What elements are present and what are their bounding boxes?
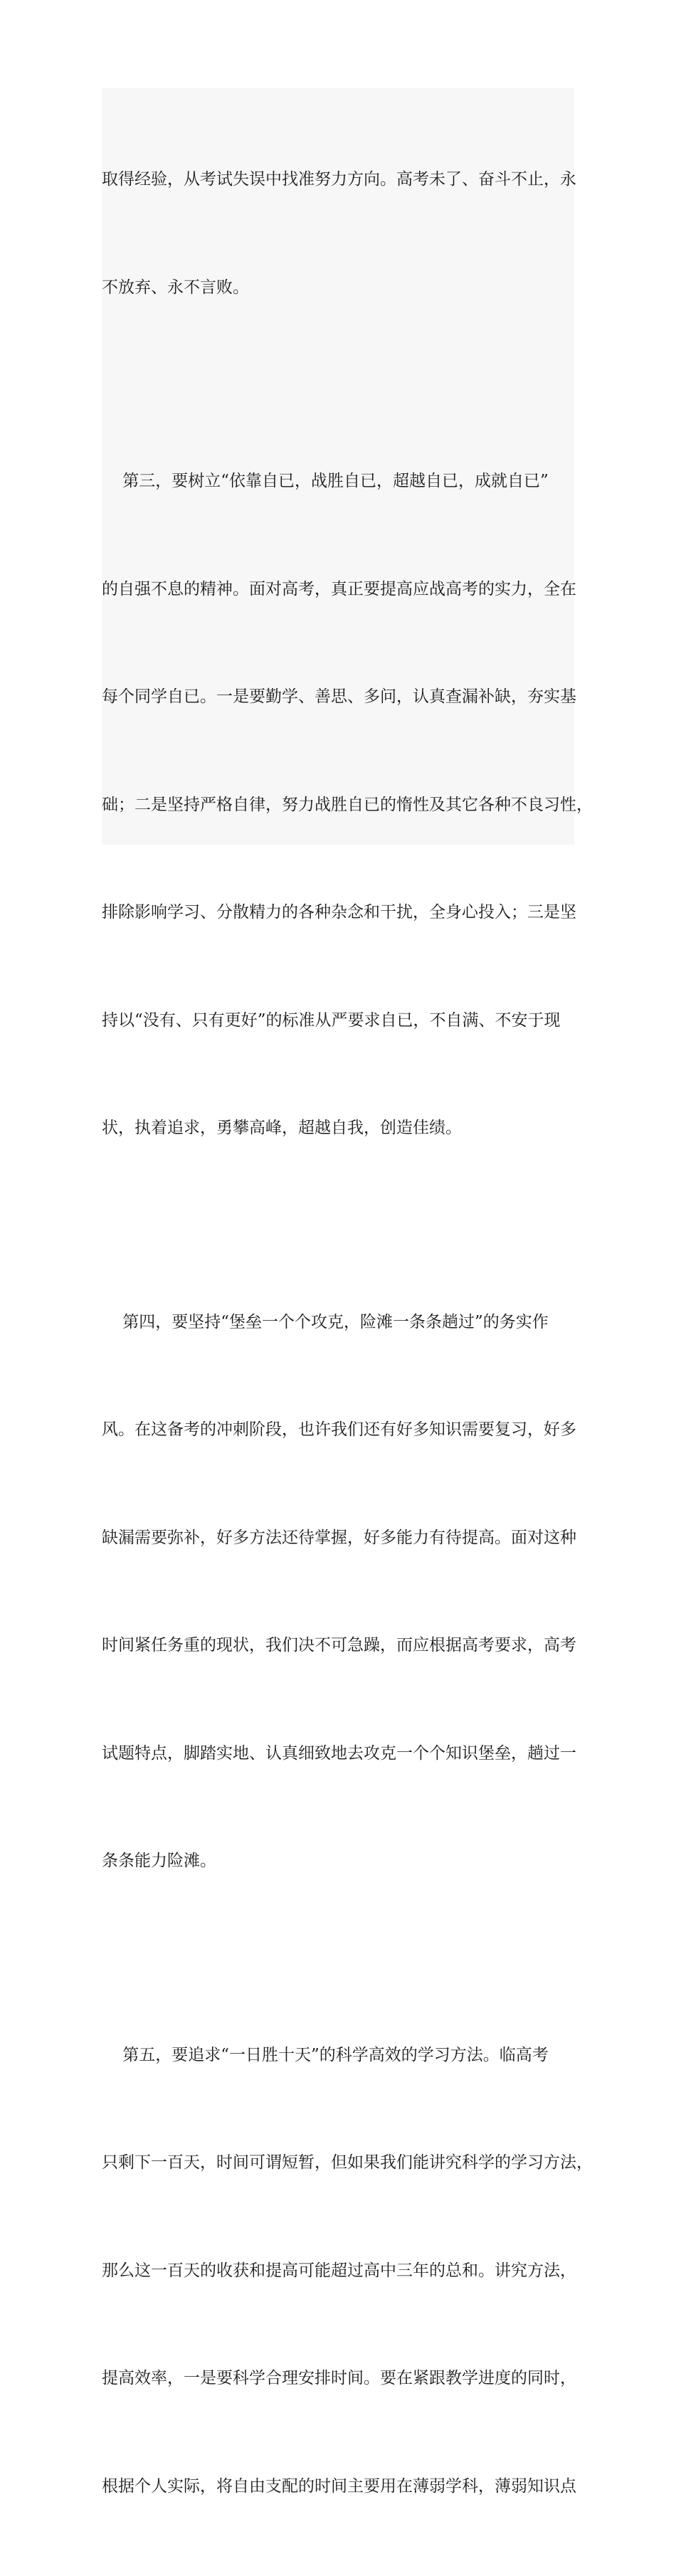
- text-line: 提高效率，一是要科学合理安排时间。要在紧跟教学进度的同时，: [102, 2360, 574, 2397]
- text-line: 时间紧任务重的现状，我们决不可急躁，而应根据高考要求，高考: [102, 1627, 574, 1664]
- text-line: 第五，要追求“一日胜十天”的科学高效的学习方法。临高考: [102, 2037, 574, 2074]
- text-line: 缺漏需要弥补，好多方法还待掌握，好多能力有待提高。面对这种: [102, 1520, 574, 1556]
- text-line: 的自强不息的精神。面对高考，真正要提高应战高考的实力，全在: [102, 571, 574, 608]
- text-line: 持以“没有、只有更好”的标准从严要求自已，不自满、不安于现: [102, 1003, 574, 1039]
- text-line: 每个同学自已。一是要勤学、善思、多问，认真查漏补缺，夯实基: [102, 679, 574, 715]
- text-line: 试题特点，脚踏实地、认真细致地去攻克一个个知识堡垒，趟过一: [102, 1736, 574, 1772]
- text-line: 第四，要坚持“堡垒一个个攻克，险滩一条条趟过”的务实作: [102, 1304, 574, 1341]
- text-line: 风。在这备考的冲刺阶段，也许我们还有好多知识需要复习，好多: [102, 1412, 574, 1448]
- paragraph-fifth-point: [102, 1965, 574, 2576]
- text-line: 那么这一百天的收获和提高可能超过高中三年的总和。讲究方法，: [102, 2253, 574, 2289]
- text-line: 状，执着追求，勇攀高峰，超越自我，创造佳绩。: [102, 1110, 574, 1146]
- paragraph-third-point: [102, 391, 574, 1218]
- text-line: 根据个人实际，将自由支配的时间主要用在薄弱学科，薄弱知识点: [102, 2469, 574, 2505]
- document-text-block: [102, 88, 574, 845]
- paragraph-continuation: [102, 90, 574, 377]
- text-line: 不放弃、永不言败。: [102, 270, 574, 306]
- text-line: 只剩下一百天，时间可谓短暂，但如果我们能讲究科学的学习方法，: [102, 2145, 574, 2181]
- text-line: 条条能力险滩。: [102, 1843, 574, 1879]
- paragraph-fourth-point: [102, 1232, 574, 1951]
- text-line: 取得经验，从考试失误中找准努力方向。高考未了、奋斗不止，永: [102, 162, 574, 198]
- text-line: 础；二是坚持严格自律，努力战胜自已的惰性及其它各种不良习性，: [102, 787, 574, 823]
- text-line: 第三，要树立“依靠自已，战胜自已，超越自已，成就自已”: [102, 463, 574, 500]
- text-line: 排除影响学习、分散精力的各种杂念和干扰，全身心投入；三是坚: [102, 894, 574, 931]
